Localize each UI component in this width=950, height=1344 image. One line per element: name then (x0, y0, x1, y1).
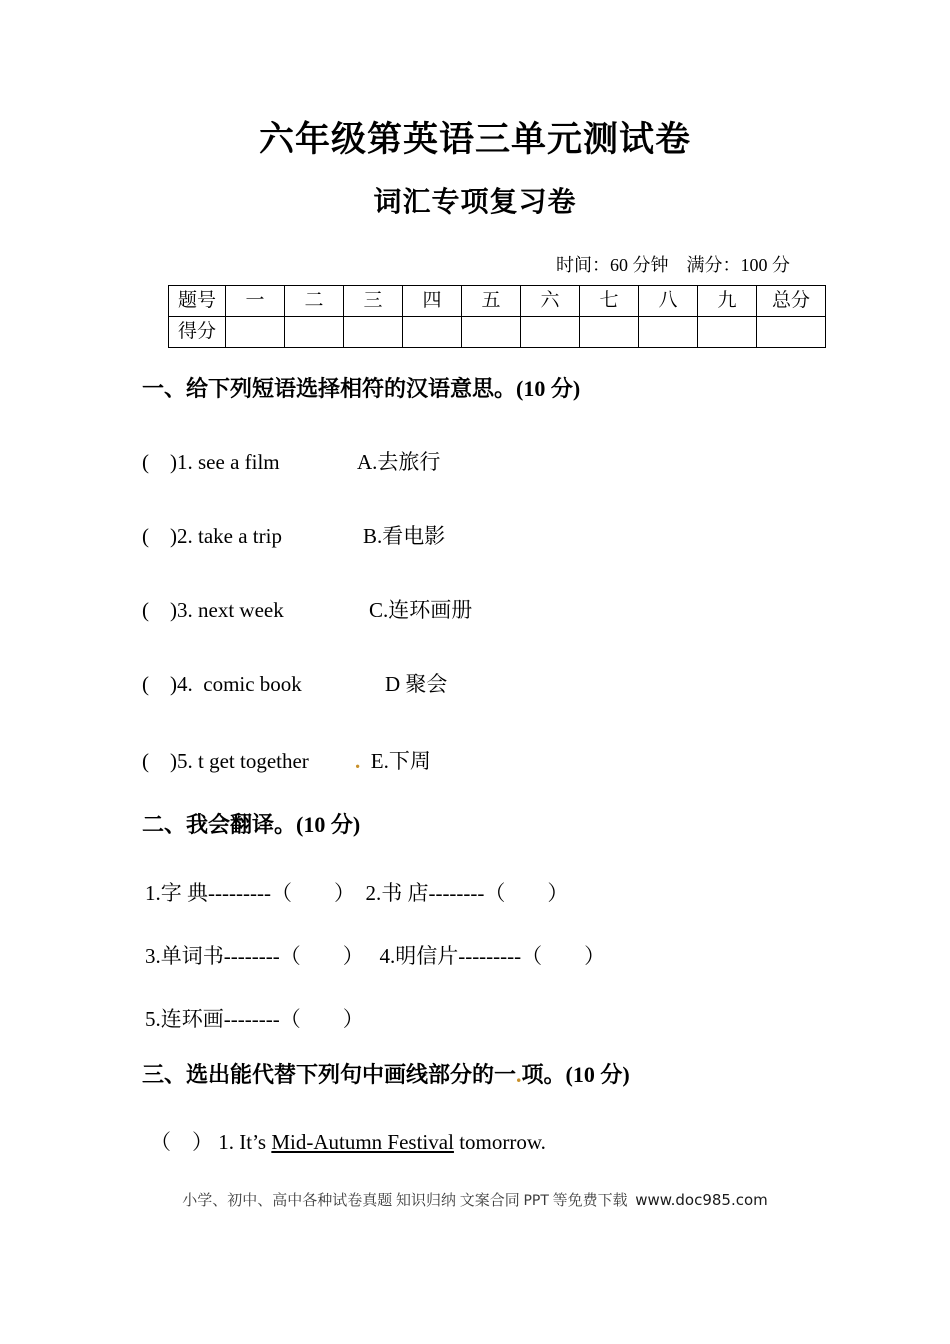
column-header-1: 一 (226, 286, 285, 317)
option-e-label: E. (370, 749, 389, 773)
section-3-points: (10 分) (565, 1062, 630, 1087)
exam-meta-line: 时间：60 分钟 满分：100 分 (556, 255, 790, 275)
option-e-text: 下周 (388, 749, 431, 773)
page-subtitle: 词汇专项复习卷 (373, 187, 577, 218)
item-number-2: 2. (177, 524, 198, 548)
translate-word-5: 连环画 (160, 1007, 224, 1031)
accent-dot-marker: . (516, 1062, 522, 1087)
item-number-3: 3. (177, 598, 198, 622)
column-header-2: 二 (285, 286, 344, 317)
footer-ppt-label: PPT (523, 1193, 549, 1209)
item-text-2: take a trip (198, 524, 282, 548)
column-header-6: 六 (521, 286, 580, 317)
item-number-4: 4. (177, 672, 198, 696)
score-table (168, 285, 826, 348)
translate-num-4: 4. (379, 944, 396, 968)
section-2-points: (10 分) (296, 812, 361, 837)
item-text-1: see a film (198, 450, 280, 474)
translate-blank-1[interactable]: （ ） (270, 881, 355, 905)
answer-bracket-3[interactable]: ( ) (142, 598, 177, 622)
answer-bracket-q1[interactable]: （ ） (150, 1130, 213, 1154)
translate-blank-2[interactable]: （ ） (484, 881, 569, 905)
column-header-3: 三 (344, 286, 403, 317)
translate-word-4: 明信片 (395, 944, 459, 968)
section-1-heading (142, 374, 580, 404)
question-text-after: tomorrow. (453, 1130, 546, 1154)
answer-bracket-4[interactable]: ( ) (142, 672, 177, 696)
table-row (169, 317, 826, 348)
translate-blank-4[interactable]: （ ） (521, 944, 606, 968)
list-item (142, 670, 302, 698)
translate-num-1: 1. (145, 881, 161, 905)
question-row-1 (150, 1128, 546, 1156)
item-text-5: t get together (198, 749, 309, 773)
option-b (363, 522, 445, 550)
option-e (355, 747, 431, 775)
translate-blank-5[interactable]: （ ） (279, 1007, 364, 1031)
column-header-7: 七 (580, 286, 639, 317)
section-2-heading-text: 二、我会翻译。 (142, 812, 297, 837)
column-header-5: 五 (462, 286, 521, 317)
option-b-label: B. (363, 524, 383, 548)
footer-url[interactable]: www.doc985.com (635, 1191, 768, 1209)
item-number-5: 5. (177, 749, 198, 773)
section-1-heading-text: 一、给下列短语选择相符的汉语意思。 (142, 376, 517, 401)
translate-word-1: 字 典 (160, 881, 208, 905)
score-cell-7[interactable] (580, 317, 639, 348)
section-2-heading (142, 810, 360, 840)
option-c-text: 连环画册 (388, 598, 473, 622)
page-title: 六年级第英语三单元测试卷 (258, 120, 691, 159)
translate-num-2: 2. (365, 881, 382, 905)
list-item (142, 522, 282, 550)
translate-dashes-5: -------- (223, 1007, 280, 1031)
question-underlined-phrase: Mid-Autumn Festival (271, 1130, 454, 1154)
section-3-heading-text-a: 三、选出能代替下列句中画线部分的一 (142, 1062, 517, 1087)
item-number-1: 1. (177, 450, 198, 474)
option-d-text: 聚会 (405, 672, 448, 696)
score-cell-total[interactable] (757, 317, 826, 348)
translate-word-2: 书 店 (381, 881, 429, 905)
column-header-4: 四 (403, 286, 462, 317)
option-b-text: 看电影 (382, 524, 446, 548)
section-3-heading (142, 1060, 630, 1090)
translate-blank-3[interactable]: （ ） (279, 944, 364, 968)
list-item (142, 747, 309, 775)
translate-dashes-3: -------- (223, 944, 280, 968)
score-cell-1[interactable] (226, 317, 285, 348)
score-cell-8[interactable] (639, 317, 698, 348)
option-a-text: 去旅行 (377, 450, 441, 474)
footer-text-after: 等免费下载 (548, 1193, 636, 1209)
table-row (169, 286, 826, 317)
footer-watermark (0, 1189, 950, 1212)
translate-dashes-1: --------- (208, 881, 271, 905)
answer-bracket-5[interactable]: ( ) (142, 749, 177, 773)
column-header-8: 八 (639, 286, 698, 317)
score-cell-9[interactable] (698, 317, 757, 348)
answer-bracket-2[interactable]: ( ) (142, 524, 177, 548)
option-d-label: D (385, 672, 406, 696)
option-c (369, 596, 472, 624)
column-header-9: 九 (698, 286, 757, 317)
score-cell-6[interactable] (521, 317, 580, 348)
score-cell-2[interactable] (285, 317, 344, 348)
option-a (357, 448, 440, 476)
answer-bracket-1[interactable]: ( ) (142, 450, 177, 474)
score-cell-3[interactable] (344, 317, 403, 348)
translate-dashes-4: --------- (458, 944, 522, 968)
list-item (142, 448, 280, 476)
row-header-question-number: 题号 (169, 286, 226, 317)
option-d (385, 670, 447, 698)
translate-word-3: 单词书 (160, 944, 224, 968)
translate-num-3: 3. (145, 944, 161, 968)
list-item (142, 596, 284, 624)
translate-row-3 (145, 1005, 364, 1033)
row-header-score: 得分 (169, 317, 226, 348)
score-cell-4[interactable] (403, 317, 462, 348)
section-1-points: (10 分) (516, 376, 581, 401)
question-text-before: It’s (239, 1130, 272, 1154)
item-text-3: next week (198, 598, 284, 622)
translate-row-1 (145, 879, 568, 907)
score-cell-5[interactable] (462, 317, 521, 348)
translate-dashes-2: -------- (428, 881, 485, 905)
section-3-heading-text-b: 项。 (521, 1062, 566, 1087)
translate-row-2 (145, 942, 605, 970)
column-header-total: 总分 (757, 286, 826, 317)
option-c-label: C. (369, 598, 389, 622)
accent-dot-marker: . (355, 749, 361, 773)
option-a-label: A. (357, 450, 378, 474)
item-text-4: comic book (198, 672, 302, 696)
translate-num-5: 5. (145, 1007, 161, 1031)
footer-text-before: 小学、初中、高中各种试卷真题 知识归纳 文案合同 (182, 1193, 524, 1209)
question-number-q1: 1. (213, 1130, 240, 1154)
